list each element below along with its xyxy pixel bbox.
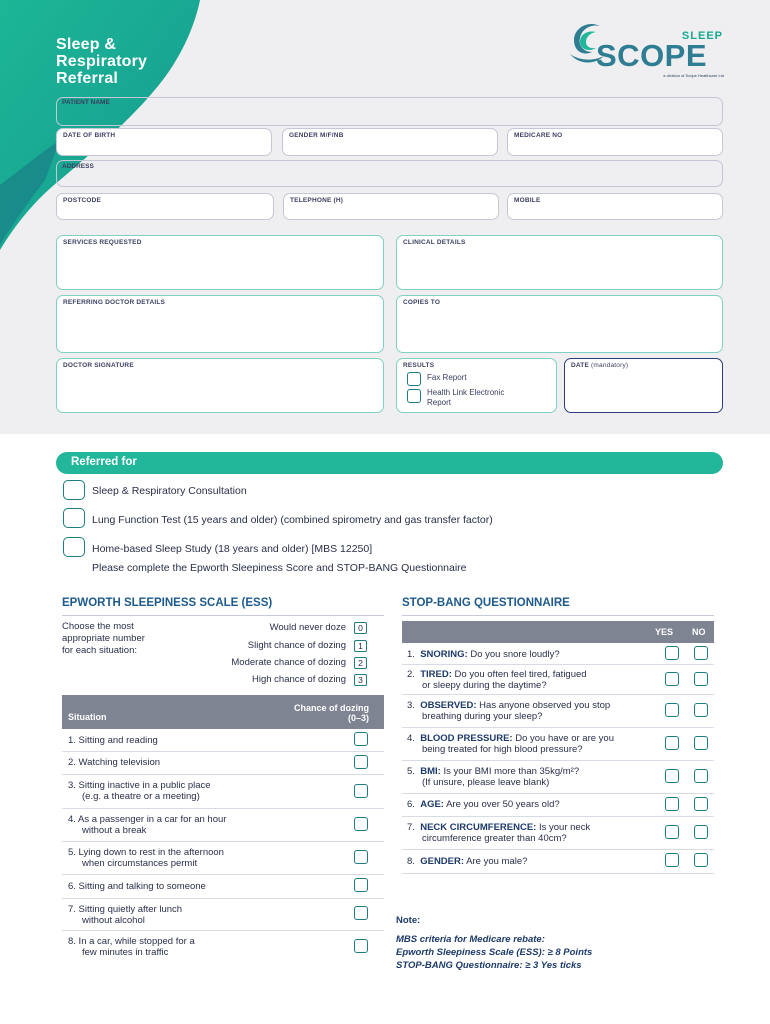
observed-no-checkbox[interactable] [694,703,708,717]
stopbang-item-7 [407,822,590,844]
results-box [396,358,557,413]
ess-item-4-checkbox[interactable] [354,817,368,831]
stopbang-row-divider [402,727,714,728]
stopbang-table-header [402,621,714,643]
sb1-line1: Do you snore loudly? [470,649,560,660]
ess-row-divider [62,808,384,809]
stopbang-row-divider [402,664,714,665]
sb3-line2: breathing during your sleep? [422,711,543,722]
ess-item-8-checkbox[interactable] [354,939,368,953]
sb7-line1: Is your neck [538,822,591,833]
ess-item-1-line1: 1. Sitting and reading [68,735,158,746]
age-no-checkbox[interactable] [694,797,708,811]
stopbang-row-divider [402,873,714,874]
ess-col-chance-1: Chance of dozing [294,703,369,713]
address-field[interactable] [56,160,723,187]
ess-item-5-line2: when circumstances permit [82,858,198,869]
sb8-key: GENDER: [420,856,465,867]
neck-no-checkbox[interactable] [694,825,708,839]
tired-yes-checkbox[interactable] [665,672,679,686]
sb5-line1: Is your BMI more than 35kg/m²? [443,766,580,777]
health-link-label-2: Report [427,398,452,407]
ess-item-3 [68,780,211,802]
services-requested-label: SERVICES REQUESTED [63,239,142,246]
ess-row-divider [62,841,384,842]
sb8-num: 8. [407,856,415,867]
ess-item-2-line1: 2. Watching television [68,757,161,768]
patient-name-field[interactable] [56,97,723,126]
telephone-label: TELEPHONE (H) [290,197,344,204]
ess-title-divider [62,615,384,616]
stopbang-item-5 [407,766,579,788]
blood-pressure-no-checkbox[interactable] [694,736,708,750]
sleep-consultation-label: Sleep & Respiratory Consultation [92,485,247,497]
sb4-line2: being treated for high blood pressure? [422,744,583,755]
address-label: ADDRESS [62,163,94,170]
health-link-label: Health Link Electronic [427,388,505,397]
stopbang-row-divider [402,816,714,817]
lung-function-checkbox[interactable] [63,508,85,528]
blood-pressure-yes-checkbox[interactable] [665,736,679,750]
stopbang-item-1 [407,649,560,660]
doctor-signature-label: DOCTOR SIGNATURE [63,362,134,369]
sb6-key: AGE: [420,799,444,810]
stopbang-row-divider [402,760,714,761]
sb7-num: 7. [407,822,415,833]
mobile-label: MOBILE [514,197,541,204]
sb6-line1: Are you over 50 years old? [446,799,560,810]
age-yes-checkbox[interactable] [665,797,679,811]
copies-to-field[interactable] [396,295,723,353]
ess-level-2-num: 2 [354,657,367,669]
sb2-num: 2. [407,669,415,680]
sleep-consultation-checkbox[interactable] [63,480,85,500]
logo-scope-text: SCOPE [596,38,708,73]
title-line-2: Respiratory [56,53,148,70]
date-label-text: DATE [571,362,590,369]
stopbang-item-2 [407,669,587,691]
ess-col-situation: Situation [68,712,107,722]
ess-table-header [62,695,384,729]
ess-row-divider [62,874,384,875]
sleep-study-checkbox[interactable] [63,537,85,557]
sb2-key: TIRED: [420,669,452,680]
health-link-checkbox[interactable] [407,389,421,403]
snoring-no-checkbox[interactable] [694,646,708,660]
note-line-2: Epworth Sleepiness Scale (ESS): ≥ 8 Points [396,947,593,958]
patient-name-label: PATIENT NAME [62,99,110,106]
ess-item-7 [68,904,182,926]
sb1-key: SNORING: [420,649,468,660]
ess-item-6-checkbox[interactable] [354,878,368,892]
services-requested-field[interactable] [56,235,384,290]
referring-doctor-field[interactable] [56,295,384,353]
sb7-key: NECK CIRCUMFERENCE: [420,822,537,833]
clinical-details-field[interactable] [396,235,723,290]
date-field[interactable] [564,358,723,413]
postcode-label: POSTCODE [63,197,102,204]
ess-item-2-checkbox[interactable] [354,755,368,769]
questionnaire-instruction: Please complete the Epworth Sleepiness Score and STOP-BANG Questionnaire [92,562,467,574]
gender-yes-checkbox[interactable] [665,853,679,867]
ess-level-3-label: High chance of dozing [251,674,346,685]
stopbang-title-divider [402,615,714,616]
ess-item-6-line1: 6. Sitting and talking to someone [68,881,206,892]
fax-report-label: Fax Report [427,373,467,382]
ess-item-2 [68,757,160,768]
ess-intro-line-2: appropriate number [62,633,145,644]
ess-item-3-line2: (e.g. a theatre or a meeting) [82,791,200,802]
mobile-field[interactable] [507,193,723,220]
sleepscope-logo [566,18,726,82]
date-mandatory-note: (mandatory) [591,362,629,369]
ess-level-3-num: 3 [354,674,367,686]
stopbang-item-3 [407,700,610,722]
clinical-details-label: CLINICAL DETAILS [403,239,466,246]
ess-item-8 [68,936,195,958]
referring-doctor-label: REFERRING DOCTOR DETAILS [63,299,166,306]
ess-row-divider [62,774,384,775]
title-line-1: Sleep & [56,36,117,53]
stopbang-item-4 [407,733,614,755]
bmi-no-checkbox[interactable] [694,769,708,783]
sb8-line1: Are you male? [466,856,528,867]
dob-label: DATE OF BIRTH [63,132,116,139]
neck-yes-checkbox[interactable] [665,825,679,839]
gender-label: GENDER M/F/NB [289,132,344,139]
ess-row-divider [62,930,384,931]
ess-level-1-num: 1 [354,640,367,652]
ess-intro [62,621,145,657]
sleep-study-label: Home-based Sleep Study (18 years and older) [MBS 12250] [92,543,373,555]
ess-item-3-checkbox[interactable] [354,784,368,798]
sb5-key: BMI: [420,766,441,777]
gender-field[interactable] [282,128,498,156]
medicare-label: MEDICARE NO [514,132,563,139]
sb6-num: 6. [407,799,415,810]
stopbang-title: STOP-BANG QUESTIONNAIRE [402,597,570,609]
note-title: Note: [396,915,421,926]
sb4-key: BLOOD PRESSURE: [420,733,513,744]
ess-item-5 [68,847,224,869]
note-line-1: MBS criteria for Medicare rebate: [396,934,545,945]
stopbang-row-divider [402,793,714,794]
sb5-num: 5. [407,766,415,777]
sb4-num: 4. [407,733,415,744]
note-line-3: STOP-BANG Questionnaire: ≥ 3 Yes ticks [396,960,582,971]
sb1-num: 1. [407,649,415,660]
sb4-line1: Do you have or are you [515,733,614,744]
ess-item-3-line1: 3. Sitting inactive in a public place [68,780,211,791]
stopbang-item-6 [407,799,560,810]
title-line-3: Referral [56,70,119,87]
logo-subtitle: a division of Scope Healthcare Ltd [663,73,724,78]
sb3-num: 3. [407,700,415,711]
observed-yes-checkbox[interactable] [665,703,679,717]
ess-item-4 [68,814,226,836]
ess-intro-line-1: Choose the most [62,621,134,632]
stopbang-row-divider [402,694,714,695]
date-label [571,362,628,369]
stopbang-col-no: NO [692,627,706,637]
postcode-field[interactable] [56,193,274,220]
sb3-line1: Has anyone observed you stop [479,700,611,711]
ess-item-4-line2: without a break [82,825,147,836]
stopbang-col-yes: YES [655,627,674,637]
ess-row-divider [62,751,384,752]
ess-level-2-label: Moderate chance of dozing [231,657,346,668]
doctor-signature-field[interactable] [56,358,384,413]
telephone-field[interactable] [283,193,499,220]
ess-intro-line-3: for each situation: [62,645,137,656]
ess-level-0-label: Would never doze [269,622,346,633]
ess-row-divider [62,898,384,899]
ess-item-7-checkbox[interactable] [354,906,368,920]
ess-item-8-line2: few minutes in traffic [82,947,169,958]
ess-title: EPWORTH SLEEPINESS SCALE (ESS) [62,597,273,609]
results-label: RESULTS [403,362,435,369]
bmi-yes-checkbox[interactable] [665,769,679,783]
form-title [56,36,147,87]
ess-item-4-line1: 4. As a passenger in a car for an hour [68,814,227,825]
copies-to-label: COPIES TO [403,299,441,306]
ess-item-5-line1: 5. Lying down to rest in the afternoon [68,847,224,858]
referred-for-title: Referred for [71,456,137,468]
medicare-field[interactable] [507,128,723,156]
fax-report-checkbox[interactable] [407,372,421,386]
stopbang-item-8 [407,856,527,867]
logo-sleep-text: SLEEP [681,30,723,42]
dob-field[interactable] [56,128,272,156]
ess-item-5-checkbox[interactable] [354,850,368,864]
ess-item-7-line2: without alcohol [82,915,145,926]
snoring-yes-checkbox[interactable] [665,646,679,660]
ess-item-8-line1: 8. In a car, while stopped for a [68,936,195,947]
ess-item-1-checkbox[interactable] [354,732,368,746]
sb5-line2: (If unsure, please leave blank) [422,777,550,788]
gender-no-checkbox[interactable] [694,853,708,867]
sb3-key: OBSERVED: [420,700,477,711]
ess-col-chance-2: (0–3) [347,713,369,723]
tired-no-checkbox[interactable] [694,672,708,686]
lung-function-label: Lung Function Test (15 years and older) (combined spirometry and gas transfer factor) [92,514,493,526]
sb2-line2: or sleepy during the daytime? [422,680,547,691]
ess-level-1-label: Slight chance of dozing [247,640,346,651]
sb7-line2: circumference greater than 40cm? [422,833,567,844]
sb2-line1: Do you often feel tired, fatigued [454,669,587,680]
referred-for-bar [56,452,723,474]
ess-item-7-line1: 7. Sitting quietly after lunch [68,904,183,915]
ess-level-0-num: 0 [354,622,367,634]
stopbang-row-divider [402,849,714,850]
ess-item-1 [68,735,158,746]
ess-item-6 [68,881,206,892]
